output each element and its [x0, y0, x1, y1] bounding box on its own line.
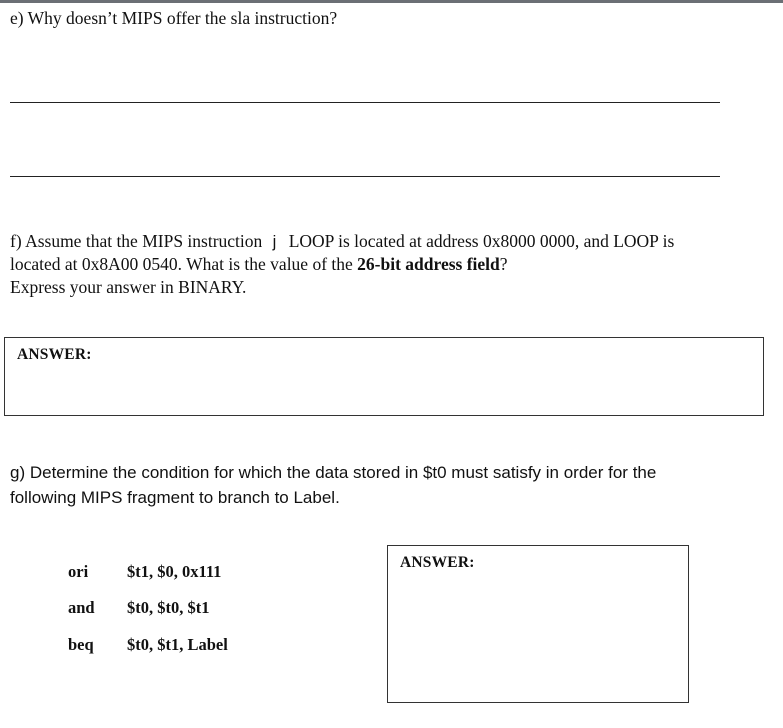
question-f-line1-end: LOOP is located at address 0x8000 0000, and LOOP is	[288, 231, 675, 251]
answer-line-2[interactable]	[10, 176, 720, 177]
question-f-line2-end: ?	[499, 254, 508, 274]
answer-box-f[interactable]	[4, 337, 764, 416]
question-g-line2: following MIPS fragment to branch to Label.	[10, 488, 340, 507]
answer-label-f: ANSWER:	[17, 346, 92, 363]
code-op-2: and	[68, 598, 95, 617]
answer-line-1[interactable]	[10, 102, 720, 103]
question-f-line1	[10, 230, 674, 254]
jump-instruction-text: j	[272, 233, 277, 251]
question-f-line1-start: f) Assume that the MIPS instruction	[10, 231, 263, 251]
top-border	[0, 0, 783, 3]
address-field-emphasis: 26-bit address field	[357, 254, 500, 274]
question-e-text: e) Why doesn’t MIPS offer the sla instruction?	[10, 8, 338, 28]
code-args-3: $t0, $t1, Label	[127, 635, 228, 654]
question-f-line3: Express your answer in BINARY.	[10, 277, 247, 297]
code-op-3: beq	[68, 635, 94, 654]
code-op-1: ori	[68, 562, 89, 581]
code-args-1: $t1, $0, 0x111	[127, 562, 222, 581]
answer-box-g[interactable]	[387, 545, 689, 703]
question-g-line1: g) Determine the condition for which the data stored in $t0 must satisfy in order for the	[10, 463, 657, 482]
question-f-line2-start: located at 0x8A00 0540. What is the value of the	[10, 254, 353, 274]
question-f-line2	[10, 253, 508, 276]
code-args-2: $t0, $t0, $t1	[127, 598, 210, 617]
answer-label-g: ANSWER:	[400, 554, 475, 571]
